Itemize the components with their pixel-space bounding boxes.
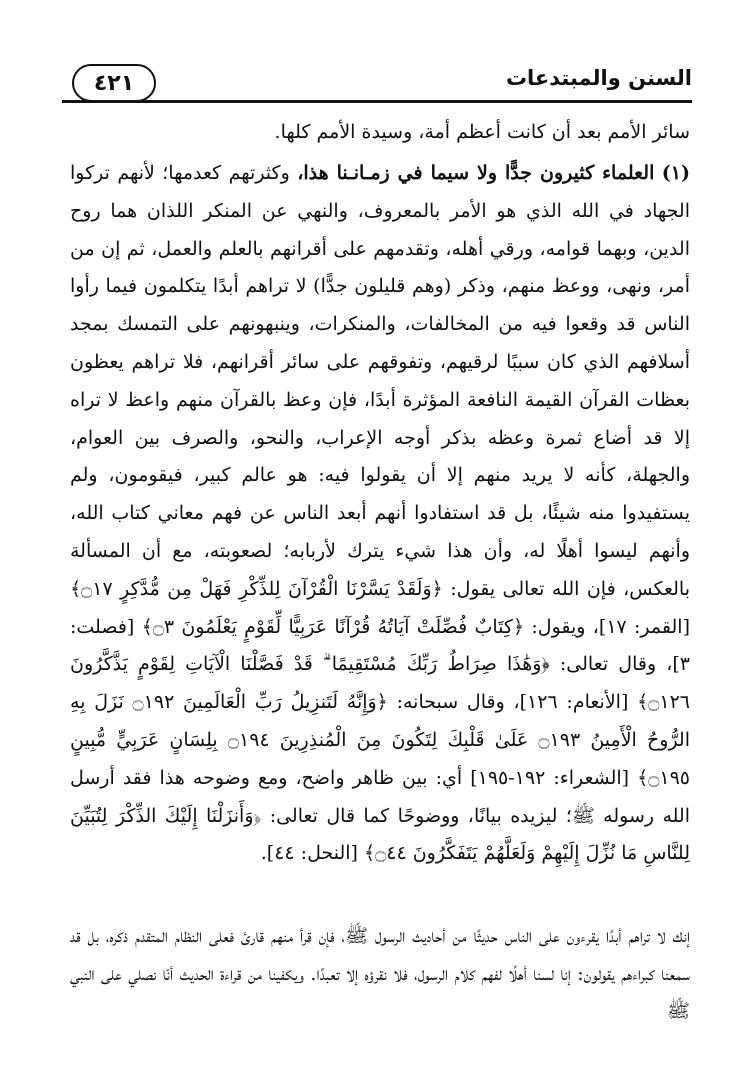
header-rule — [62, 100, 692, 103]
footnote-lead: العلماء كثيرون جدًّا ولا سيما في زمـانـنا هذا، — [297, 162, 655, 184]
footnote-marker: (١) — [661, 162, 690, 184]
page-number: ٤٢١ — [72, 64, 156, 102]
intro-line — [70, 114, 690, 151]
footnote-block — [70, 155, 690, 873]
intro-text: سائر الأمم بعد أن كانت أعظم أمة، وسيدة الأمم كلها. — [274, 121, 690, 143]
running-title: السنن والمبتدعات — [505, 66, 692, 90]
paragraph-2: إنك لا تراهم أبدًا يقرءون على الناس حديثًا من أحاديث الرسول ﷺ، فإن قرأ منهم قارئ فعلى النظام المتقدم ذكره، بل قد سمعنا كبراءهم يقولون: إنا لسنا أهلًا لفهم كلام الرسول، فلا نقرؤه إلا تعبدًا. ويكفينا من قراءة الحديث أنّا نصلي على النبي ﷺ — [70, 925, 690, 1022]
page-header — [62, 62, 692, 108]
footnote-text: وكثرتهم كعدمها؛ لأنهم تركوا الجهاد في الله الذي هو الأمر بالمعروف، والنهي عن المنكر اللذان هما روح الدين، وبهما قوامه، ورقي أهله، وتقدمهم على أقرانهم بالعلم والعمل، ثم إن من أمر، ونهى، ووعظ منهم، وذكر (وهم قليلون جدًّا) لا تراهم أبدًا يتكلمون فيما رأوا الناس قد وقعوا فيه من المخالفات، والمنكرات، وينبهونهم على التمسك بمجد أسلافهم الذي كان سببًا لرقيهم، وتفوقهم على سائر أقرانهم، فلا تراهم يعظون بعظات القرآن القيمة النافعة المؤثرة أبدًا، فإن وعظ بالقرآن منهم واعظ لا تراه إلا قد أضاع ثمرة وعظه بذكر أوجه الإعراب، والنحو، والصرف بين العوام، والجهلة، كأنه لا يريد منهم إلا أن يقولوا فيه: هو عالم كبير، فيقومون، ولم يستفيدوا منه شيئًا، بل قد استفادوا أنهم أبعد الناس عن فهم معاني كتاب الله، وأنهم ليسوا أهلًا له، وأن هذا شيء يترك لأربابه؛ لصعوبته، مع أن المسألة بالعكس، فإن الله تعالى يقول: ﴿وَلَقَدْ يَسَّرْنَا الْقُرْآنَ لِلذِّكْرِ فَهَلْ مِن مُّدَّكِرٍ ۝١٧﴾ [القمر: ١٧]، ويقول: ﴿كِتَابٌ فُصِّلَتْ آيَاتُهُ قُرْآنًا عَرَبِيًّا لِّقَوْمٍ يَعْلَمُونَ ۝٣﴾ [فصلت: ٣]، وقال تعالى: ﴿وَهَٰذَا صِرَاطُ رَبِّكَ مُسْتَقِيمًا ۗ قَدْ فَصَّلْنَا الْآيَاتِ لِقَوْمٍ يَذَّكَّرُونَ ۝١٢٦﴾ [الأنعام: ١٢٦]، وقال سبحانه: ﴿وَإِنَّهُ لَتَنزِيلُ رَبِّ الْعَالَمِينَ ۝١٩٢ نَزَلَ بِهِ الرُّوحُ الْأَمِينُ ۝١٩٣ عَلَىٰ قَلْبِكَ لِتَكُونَ مِنَ الْمُنذِرِينَ ۝١٩٤ بِلِسَانٍ عَرَبِيٍّ مُّبِينٍ ۝١٩٥﴾ [الشعراء: ١٩٢-١٩٥] أي: بين ظاهر واضح، ومع وضوحه هذا فقد أرسل الله رسوله ﷺ؛ ليزيده بيانًا، ووضوحًا كما قال تعالى: ﴿وَأَنزَلْنَا إِلَيْكَ الذِّكْرَ لِتُبَيِّنَ لِلنَّاسِ مَا نُزِّلَ إِلَيْهِمْ وَلَعَلَّهُمْ يَتَفَكَّرُونَ ۝٤٤﴾ [النحل: ٤٤]. — [70, 162, 690, 865]
